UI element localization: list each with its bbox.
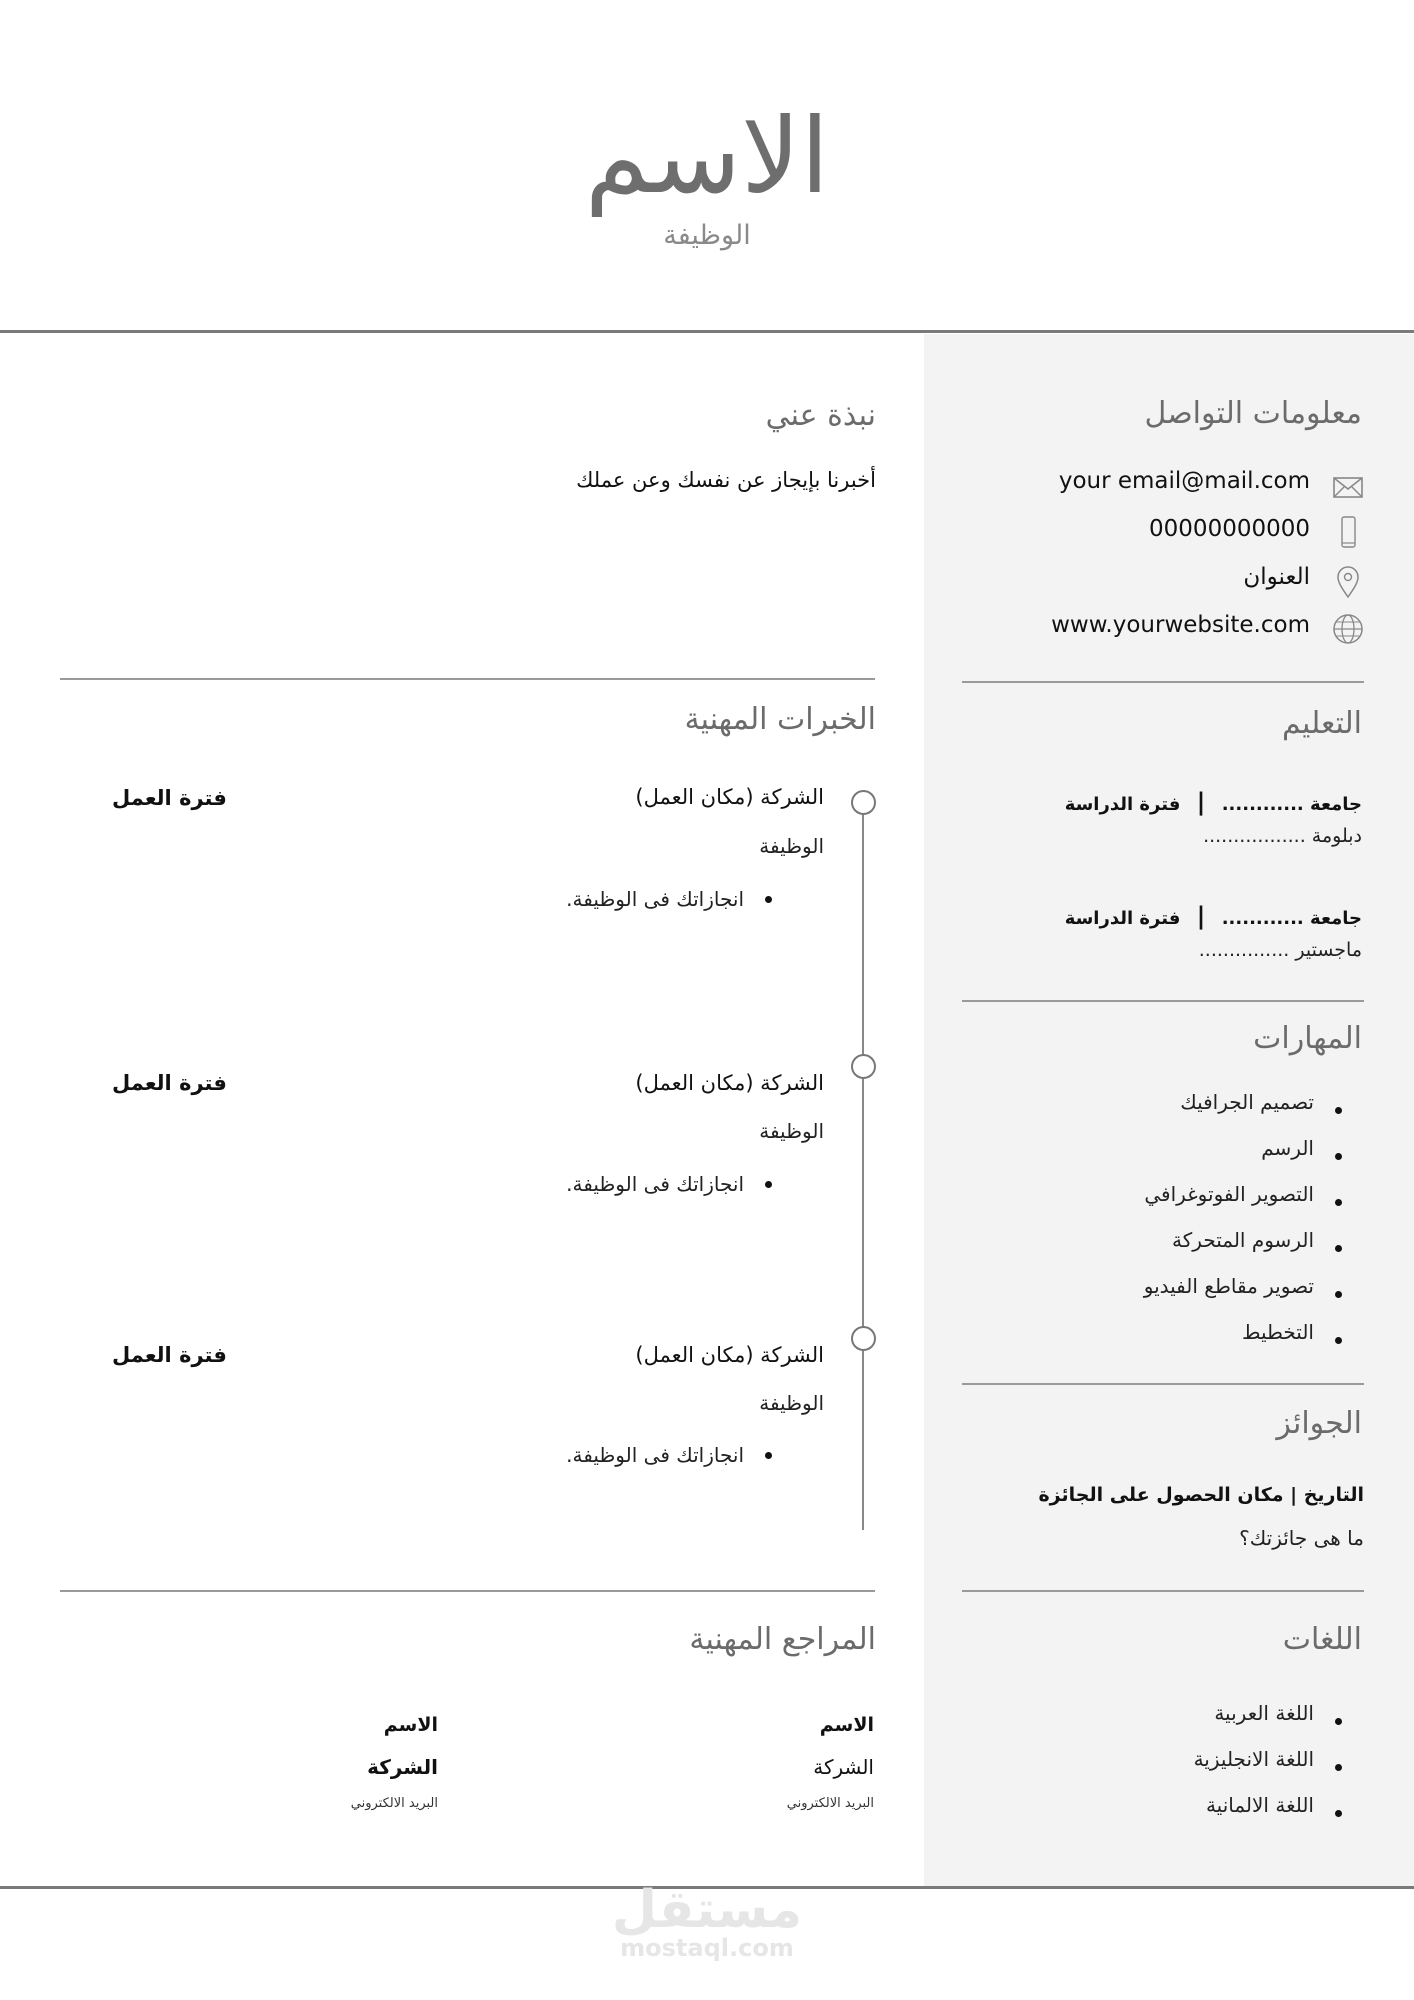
job-achievement-item: انجازاتك فى الوظيفة.: [356, 884, 776, 914]
job-period: فترة العمل: [112, 1343, 227, 1367]
location-pin-icon: [1331, 565, 1365, 599]
skills-divider: [962, 1383, 1364, 1385]
reference-company: الشركة: [367, 1755, 438, 1779]
education-entry-1-header: [1002, 788, 1362, 816]
education-divider: [962, 1000, 1364, 1002]
education-degree: ماجستير ...............: [1198, 939, 1362, 961]
education-period: فترة الدراسة: [1064, 794, 1181, 815]
contact-email: your email@mail.com: [1058, 468, 1310, 494]
skill-item: تصوير مقاطع الفيديو: [1000, 1271, 1346, 1317]
skill-item: الرسم: [1000, 1133, 1346, 1179]
education-degree: دبلومة .................: [1203, 825, 1362, 847]
contact-divider: [962, 681, 1364, 683]
education-period: فترة الدراسة: [1064, 908, 1181, 929]
about-section-title: نبذة عني: [765, 398, 876, 433]
job-achievement-item: انجازاتك فى الوظيفة.: [356, 1440, 776, 1470]
timeline-dot: [851, 1326, 876, 1351]
contact-phone: 00000000000: [1149, 516, 1310, 542]
job-period: فترة العمل: [112, 786, 227, 810]
skills-list: [1000, 1087, 1346, 1363]
experience-section-title: الخبرات المهنية: [684, 702, 876, 737]
reference-email: البريد الالكتروني: [350, 1796, 438, 1811]
languages-list: [1000, 1698, 1346, 1836]
timeline-dot: [851, 790, 876, 815]
language-item: اللغة العربية: [1000, 1698, 1346, 1744]
language-item: اللغة الالمانية: [1000, 1790, 1346, 1836]
job-period: فترة العمل: [112, 1071, 227, 1095]
experience-divider: [60, 1590, 875, 1592]
job-role: الوظيفة: [759, 1391, 824, 1415]
job-company: الشركة (مكان العمل): [635, 1071, 824, 1095]
reference-email: البريد الالكتروني: [786, 1796, 874, 1811]
about-text: أخبرنا بإيجاز عن نفسك وعن عملك: [576, 468, 876, 492]
language-item: اللغة الانجليزية: [1000, 1744, 1346, 1790]
job-role: الوظيفة: [759, 1119, 824, 1143]
globe-icon: [1331, 612, 1365, 646]
references-section-title: المراجع المهنية: [689, 1622, 876, 1657]
education-school: جامعة ............: [1221, 908, 1362, 929]
contact-section-title: معلومات التواصل: [1144, 396, 1362, 431]
languages-section-title: اللغات: [1282, 1622, 1362, 1657]
about-divider: [60, 678, 875, 680]
award-question: ما هى جائزتك؟: [1239, 1526, 1364, 1550]
job-achievements: [356, 1169, 776, 1199]
education-separator: |: [1196, 902, 1206, 930]
skill-item: تصميم الجرافيك: [1000, 1087, 1346, 1133]
timeline-line: [862, 803, 864, 1530]
awards-divider: [962, 1590, 1364, 1592]
job-achievements: [356, 1440, 776, 1470]
timeline-dot: [851, 1054, 876, 1079]
resume-job-title: الوظيفة: [663, 220, 751, 251]
header-divider: [0, 330, 1414, 333]
education-school: جامعة ............: [1221, 794, 1362, 815]
watermark-logo-latin: mostaql.com: [620, 1934, 794, 1962]
job-company: الشركة (مكان العمل): [635, 1343, 824, 1367]
job-achievement-item: انجازاتك فى الوظيفة.: [356, 1169, 776, 1199]
skills-section-title: المهارات: [1253, 1021, 1362, 1056]
skill-item: التصوير الفوتوغرافي: [1000, 1179, 1346, 1225]
contact-address: العنوان: [1243, 564, 1310, 590]
skill-item: التخطيط: [1000, 1317, 1346, 1363]
education-entry-2-header: [1002, 902, 1362, 930]
watermark-logo-arabic: مستقل: [611, 1880, 803, 1940]
reference-name: الاسم: [383, 1714, 438, 1736]
resume-name: الاسم: [584, 95, 830, 217]
reference-name: الاسم: [819, 1714, 874, 1736]
education-separator: |: [1196, 788, 1206, 816]
award-date-place: التاريخ | مكان الحصول على الجائزة: [1038, 1484, 1364, 1506]
job-role: الوظيفة: [759, 834, 824, 858]
job-achievements: [356, 884, 776, 914]
reference-company: الشركة: [813, 1755, 874, 1779]
phone-icon: [1331, 515, 1365, 549]
education-section-title: التعليم: [1282, 706, 1362, 741]
skill-item: الرسوم المتحركة: [1000, 1225, 1346, 1271]
envelope-icon: [1331, 470, 1365, 504]
contact-website: www.yourwebsite.com: [1051, 612, 1310, 638]
awards-section-title: الجوائز: [1276, 1406, 1362, 1441]
job-company: الشركة (مكان العمل): [635, 785, 824, 809]
